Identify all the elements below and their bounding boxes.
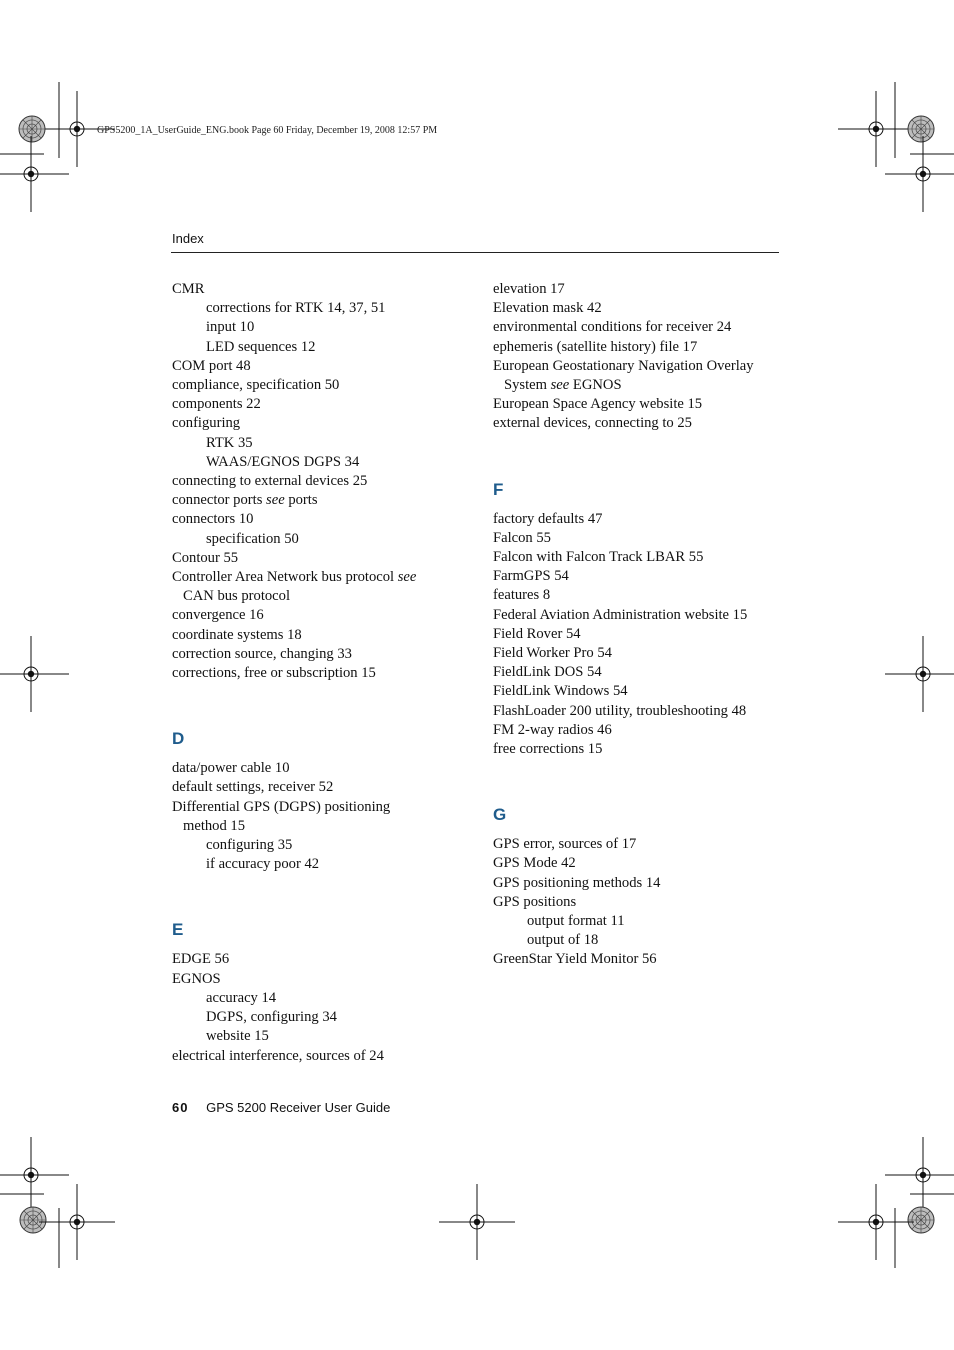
index-subentry: DGPS, configuring 34 xyxy=(206,1009,337,1026)
index-entry: coordinate systems 18 xyxy=(172,626,302,643)
index-entry: components 22 xyxy=(172,396,261,413)
index-entry: EGNOS xyxy=(172,970,221,987)
index-subentry: input 10 xyxy=(206,319,255,336)
entry-text: Controller Area Network bus protocol xyxy=(172,569,398,586)
index-entry: electrical interference, sources of 24 xyxy=(172,1047,384,1064)
index-subentry: LED sequences 12 xyxy=(206,338,316,355)
index-entry: EDGE 56 xyxy=(172,951,230,968)
index-entry: ephemeris (satellite history) file 17 xyxy=(493,338,698,355)
index-subentry: configuring 35 xyxy=(206,837,293,854)
index-column-right xyxy=(493,280,783,970)
print-slug: GPS5200_1A_UserGuide_ENG.book Page 60 Friday, December 19, 2008 12:57 PM xyxy=(97,125,438,136)
index-entry: FieldLink DOS 54 xyxy=(493,664,602,681)
index-entry: FM 2-way radios 46 xyxy=(493,721,612,738)
see-reference: see xyxy=(550,377,570,394)
index-subentry: accuracy 14 xyxy=(206,989,277,1006)
footer-title: GPS 5200 Receiver User Guide xyxy=(206,1100,391,1115)
running-header: Index xyxy=(172,231,204,246)
index-entry: external devices, connecting to 25 xyxy=(493,415,692,432)
entry-target: ports xyxy=(284,492,318,509)
index-subentry: WAAS/EGNOS DGPS 34 xyxy=(206,453,360,470)
index-subentry: corrections for RTK 14, 37, 51 xyxy=(206,300,386,317)
index-entry: GPS Mode 42 xyxy=(493,855,576,872)
index-entry: European Geostationary Navigation Overlay xyxy=(493,357,754,374)
index-entry: Falcon 55 xyxy=(493,529,551,546)
index-entry: free corrections 15 xyxy=(493,741,603,758)
index-column-left xyxy=(172,280,472,1066)
entry-text: System xyxy=(504,377,551,394)
index-entry: FieldLink Windows 54 xyxy=(493,683,628,700)
index-entry: GPS positioning methods 14 xyxy=(493,874,661,891)
index-entry: CAN bus protocol xyxy=(183,588,291,605)
index-entry: Field Rover 54 xyxy=(493,625,581,642)
index-subentry: if accuracy poor 42 xyxy=(206,856,320,873)
index-entry: data/power cable 10 xyxy=(172,760,290,777)
index-entry xyxy=(493,376,783,395)
index-entry: method 15 xyxy=(183,817,246,834)
page-number: 60 xyxy=(172,1100,189,1115)
index-entry: CMR xyxy=(172,281,205,297)
index-entry: environmental conditions for receiver 24 xyxy=(493,319,732,336)
index-entry: FlashLoader 200 utility, troubleshooting 48 xyxy=(493,702,747,719)
index-subentry: output format 11 xyxy=(527,913,625,930)
index-entry: COM port 48 xyxy=(172,357,251,374)
index-entry: European Space Agency website 15 xyxy=(493,396,703,413)
index-entry: default settings, receiver 52 xyxy=(172,779,334,796)
index-entry: Field Worker Pro 54 xyxy=(493,645,612,662)
see-reference: see xyxy=(397,569,417,586)
index-section-letter: G xyxy=(493,805,507,825)
index-entry xyxy=(172,568,472,587)
index-entry: Falcon with Falcon Track LBAR 55 xyxy=(493,549,704,566)
index-entry: factory defaults 47 xyxy=(493,510,603,527)
index-subentry: website 15 xyxy=(206,1028,269,1045)
index-section-letter: D xyxy=(172,729,185,749)
see-reference: see xyxy=(266,492,285,509)
index-entry: connectors 10 xyxy=(172,511,254,528)
index-entry: convergence 16 xyxy=(172,607,264,624)
index-entry xyxy=(172,491,472,510)
index-entry: Contour 55 xyxy=(172,549,239,566)
index-entry: GreenStar Yield Monitor 56 xyxy=(493,951,657,968)
index-subentry: specification 50 xyxy=(206,530,299,547)
index-entry: correction source, changing 33 xyxy=(172,645,352,662)
header-rule xyxy=(171,252,779,253)
index-entry: Differential GPS (DGPS) positioning xyxy=(172,798,391,815)
index-entry: compliance, specification 50 xyxy=(172,377,340,394)
index-subentry: RTK 35 xyxy=(206,434,253,451)
entry-target: EGNOS xyxy=(569,377,622,394)
index-entry: elevation 17 xyxy=(493,281,565,297)
index-entry: Federal Aviation Administration website 15 xyxy=(493,606,748,623)
page-footer xyxy=(172,1100,390,1115)
index-entry: connecting to external devices 25 xyxy=(172,473,368,490)
index-entry: Elevation mask 42 xyxy=(493,300,602,317)
index-entry: GPS error, sources of 17 xyxy=(493,836,637,853)
entry-text: connector ports xyxy=(172,492,267,509)
index-section-letter: E xyxy=(172,920,184,940)
index-entry: features 8 xyxy=(493,587,551,604)
index-section-letter: F xyxy=(493,479,504,499)
index-subentry: output of 18 xyxy=(527,932,599,949)
index-entry: FarmGPS 54 xyxy=(493,568,569,585)
index-entry: corrections, free or subscription 15 xyxy=(172,665,376,682)
index-entry: configuring xyxy=(172,415,241,432)
index-entry: GPS positions xyxy=(493,893,577,910)
